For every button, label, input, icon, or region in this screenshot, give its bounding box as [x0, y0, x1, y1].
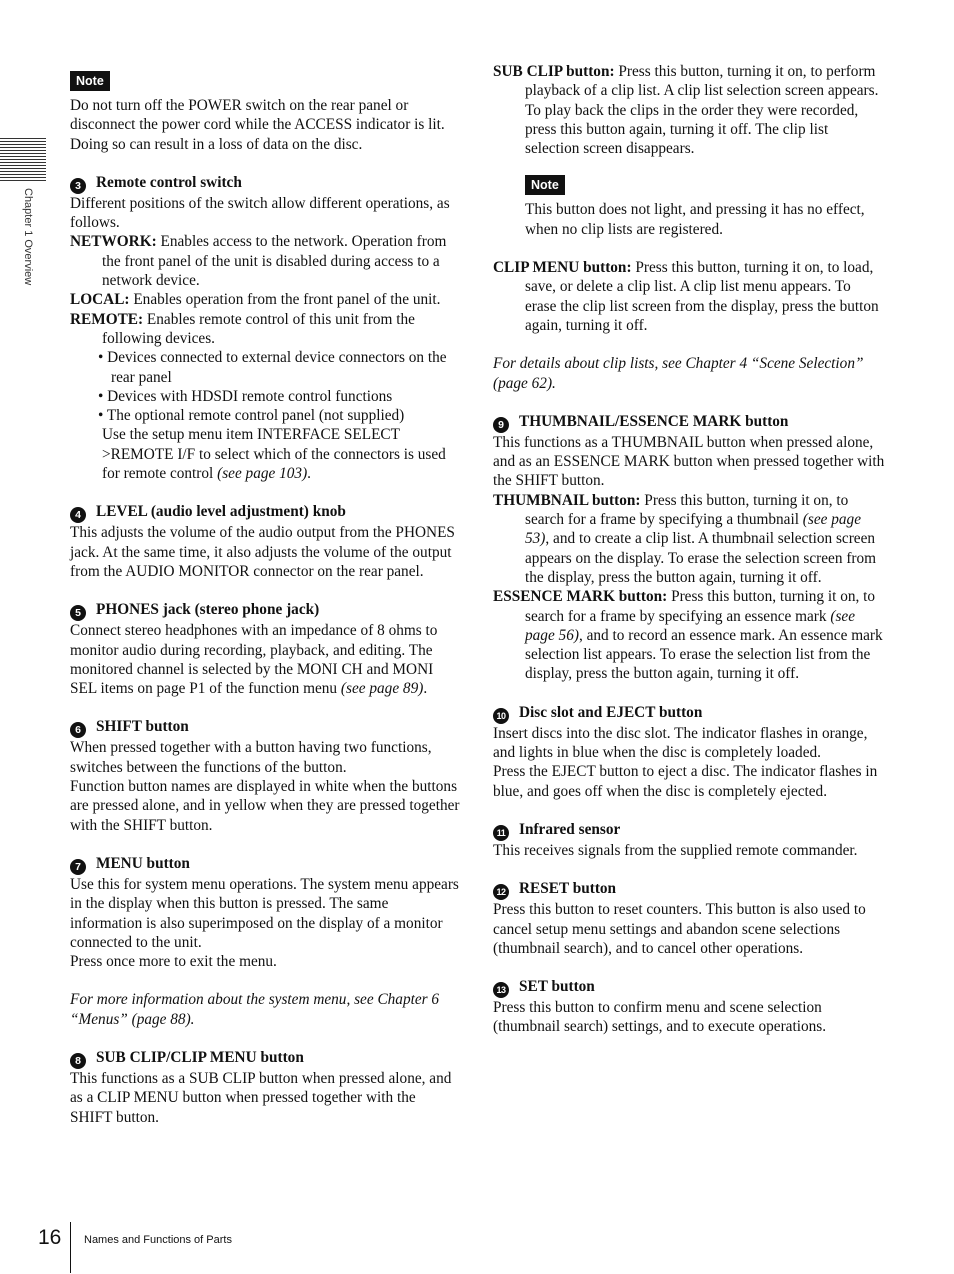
definition-term: ESSENCE MARK button:: [493, 588, 668, 606]
number-badge: 6: [70, 722, 86, 738]
section-heading-9: [493, 412, 885, 433]
paragraph: Use this for system menu operations. The system menu appears in the display when this button is pressed. The same information is also superimposed on the display of a monitor connected to the unit.: [70, 875, 459, 951]
paragraph: This functions as a THUMBNAIL button when pressed alone, and as an ESSENCE MARK button when pressed together with the SHIFT button.: [493, 433, 885, 490]
cross-reference: For more information about the system menu, see Chapter 6 “Menus” (page 88).: [70, 991, 440, 1028]
definition-remote: [70, 310, 460, 349]
definition-text: Press this button, turning it on, to search for a frame by specifying a thumbnail: [525, 491, 849, 529]
definition-term: CLIP MENU button:: [493, 259, 632, 277]
definition-text: , and to create a clip list. A thumbnail selection screen appears on the display. To erase the selection screen from the display, press the button again, turning it off.: [525, 530, 877, 586]
definition-clip-menu: [493, 258, 885, 335]
section-title: MENU button: [96, 854, 190, 872]
left-column: [70, 62, 460, 1127]
definition-text: Enables remote control of this unit from the following devices.: [102, 310, 415, 347]
definition-text: Enables access to the network. Operation from the front panel of the unit is disabled during access to a network device.: [102, 233, 447, 290]
section-title: Infrared sensor: [519, 820, 621, 838]
section-heading-12: [493, 879, 885, 900]
section-heading-5: [70, 600, 460, 621]
section-title: SHIFT button: [96, 718, 189, 736]
paragraph: Press this button to reset counters. This button is also used to cancel setup menu settings and abandon scene selections (thumbnail search), and to cancel other operations.: [493, 901, 866, 957]
note-label: Note: [70, 71, 110, 91]
right-column: [493, 62, 885, 1037]
definition-text: Press this button, turning it on, to load, save, or delete a clip list. A clip list menu appears. To erase the clip list screen from the display, press the button again, turning it off.: [525, 259, 879, 334]
text: .: [307, 465, 311, 483]
section-heading-8: [70, 1048, 460, 1069]
page-number: 16: [38, 1226, 62, 1249]
section-title: SET button: [519, 978, 595, 996]
section-title: RESET button: [519, 880, 617, 898]
section-heading-3: [70, 173, 460, 194]
number-badge: 8: [70, 1053, 86, 1069]
paragraph: Different positions of the switch allow different operations, as follows.: [70, 194, 450, 232]
number-badge: 9: [493, 417, 509, 433]
note-text: Do not turn off the POWER switch on the rear panel or disconnect the power cord while the ACCESS indicator is lit. Doing so can result in a loss of data on the disc.: [70, 97, 445, 153]
paragraph: This receives signals from the supplied remote commander.: [493, 841, 858, 859]
section-title: Remote control switch: [96, 173, 242, 191]
number-badge: 10: [493, 708, 509, 724]
definition-text: Enables operation from the front panel of the unit.: [129, 291, 441, 309]
footer-section-title: Names and Functions of Parts: [84, 1234, 232, 1246]
text: .: [423, 680, 428, 698]
chapter-tab-lines: [0, 138, 46, 182]
bullet-item: • Devices with HDSDI remote control functions: [98, 387, 393, 405]
section-title: SUB CLIP/CLIP MENU button: [96, 1048, 304, 1066]
section-heading-10: [493, 703, 885, 724]
paragraph: [70, 621, 460, 698]
page-reference: (see page 103): [217, 465, 308, 483]
note-block: [493, 158, 885, 239]
paragraph: This functions as a SUB CLIP button when pressed alone, and as a CLIP MENU button when pressed together with the SHIFT button.: [70, 1069, 452, 1126]
text: Connect stereo headphones with an impedance of 8 ohms to monitor audio during recording, playback, and editing. The monitored channel is selected by the MONI CH and MONI SEL items on page P1 of the function menu: [70, 622, 438, 698]
text: Use the setup menu item INTERFACE SELECT >REMOTE I/F to select which of the connectors is used for remote control: [102, 426, 446, 483]
paragraph: Insert discs into the disc slot. The indicator flashes in orange, and lights in blue when the disc is completely loaded.: [493, 724, 868, 762]
definition-term: LOCAL:: [70, 291, 130, 309]
definition-essence-mark: [493, 587, 885, 683]
section-title: LEVEL (audio level adjustment) knob: [96, 503, 346, 521]
bullet-item: • Devices connected to external device connectors on the rear panel: [98, 349, 447, 386]
paragraph: When pressed together with a button having two functions, switches between the functions of the button.: [70, 739, 432, 776]
number-badge: 3: [70, 178, 86, 194]
chapter-side-label: Chapter 1 Overview: [22, 188, 34, 286]
paragraph: Press the EJECT button to eject a disc. The indicator flashes in blue, and goes off when the disc is completely ejected.: [493, 763, 878, 800]
paragraph: This adjusts the volume of the audio output from the PHONES jack. At the same time, it also adjusts the volume of the output from the AUDIO MONITOR connector on the rear panel.: [70, 524, 455, 580]
note-text: This button does not light, and pressing it has no effect, when no clip lists are registered.: [525, 201, 865, 238]
cross-reference: For details about clip lists, see Chapter 4 “Scene Selection” (page 62).: [493, 355, 864, 392]
section-heading-13: [493, 977, 885, 998]
section-heading-11: [493, 820, 885, 841]
section-heading-4: [70, 502, 460, 523]
section-title: THUMBNAIL/ESSENCE MARK button: [519, 412, 789, 430]
number-badge: 12: [493, 884, 509, 900]
definition-thumbnail: [493, 491, 885, 587]
paragraph: Press once more to exit the menu.: [70, 953, 277, 971]
bullet-item: • The optional remote control panel (not supplied): [98, 407, 405, 425]
paragraph: [70, 425, 460, 483]
section-heading-6: [70, 717, 460, 738]
page-reference: (see page 53): [525, 511, 861, 548]
number-badge: 7: [70, 859, 86, 875]
definition-sub-clip: [493, 62, 885, 158]
note-label: Note: [525, 175, 565, 195]
definition-text: Press this button, turning it on, to search for a frame by specifying an essence mark: [525, 588, 876, 625]
paragraph: Function button names are displayed in white when the buttons are pressed alone, and in yellow when they are pressed together with the SHIFT button.: [70, 778, 460, 834]
paragraph: Press this button to confirm menu and scene selection (thumbnail search) settings, and to execute operations.: [493, 999, 827, 1036]
definition-term: THUMBNAIL button:: [493, 491, 641, 509]
number-badge: 13: [493, 982, 509, 998]
section-heading-7: [70, 854, 460, 875]
definition-text: , and to record an essence mark. An essence mark selection list appears. To erase the selection list from the display, press the button again, turning it off.: [525, 626, 883, 683]
page-reference: (see page 56): [525, 607, 856, 644]
number-badge: 5: [70, 605, 86, 621]
definition-term: SUB CLIP button:: [493, 63, 615, 80]
definition-text: Press this button, turning it on, to perform playback of a clip list. A clip list selection screen appears. To play back the clips in the order they were recorded, press this button again, turning it off. The clip list selection screen disappears.: [525, 63, 879, 158]
definition-term: NETWORK:: [70, 233, 157, 251]
section-title: PHONES jack (stereo phone jack): [96, 601, 320, 619]
number-badge: 4: [70, 507, 86, 523]
number-badge: 11: [493, 825, 509, 841]
definition-network: [70, 232, 460, 290]
page-reference: (see page 89): [340, 680, 424, 698]
footer-divider: [70, 1222, 71, 1273]
section-title: Disc slot and EJECT button: [519, 703, 703, 721]
definition-local: [70, 290, 460, 309]
definition-term: REMOTE:: [70, 310, 144, 328]
